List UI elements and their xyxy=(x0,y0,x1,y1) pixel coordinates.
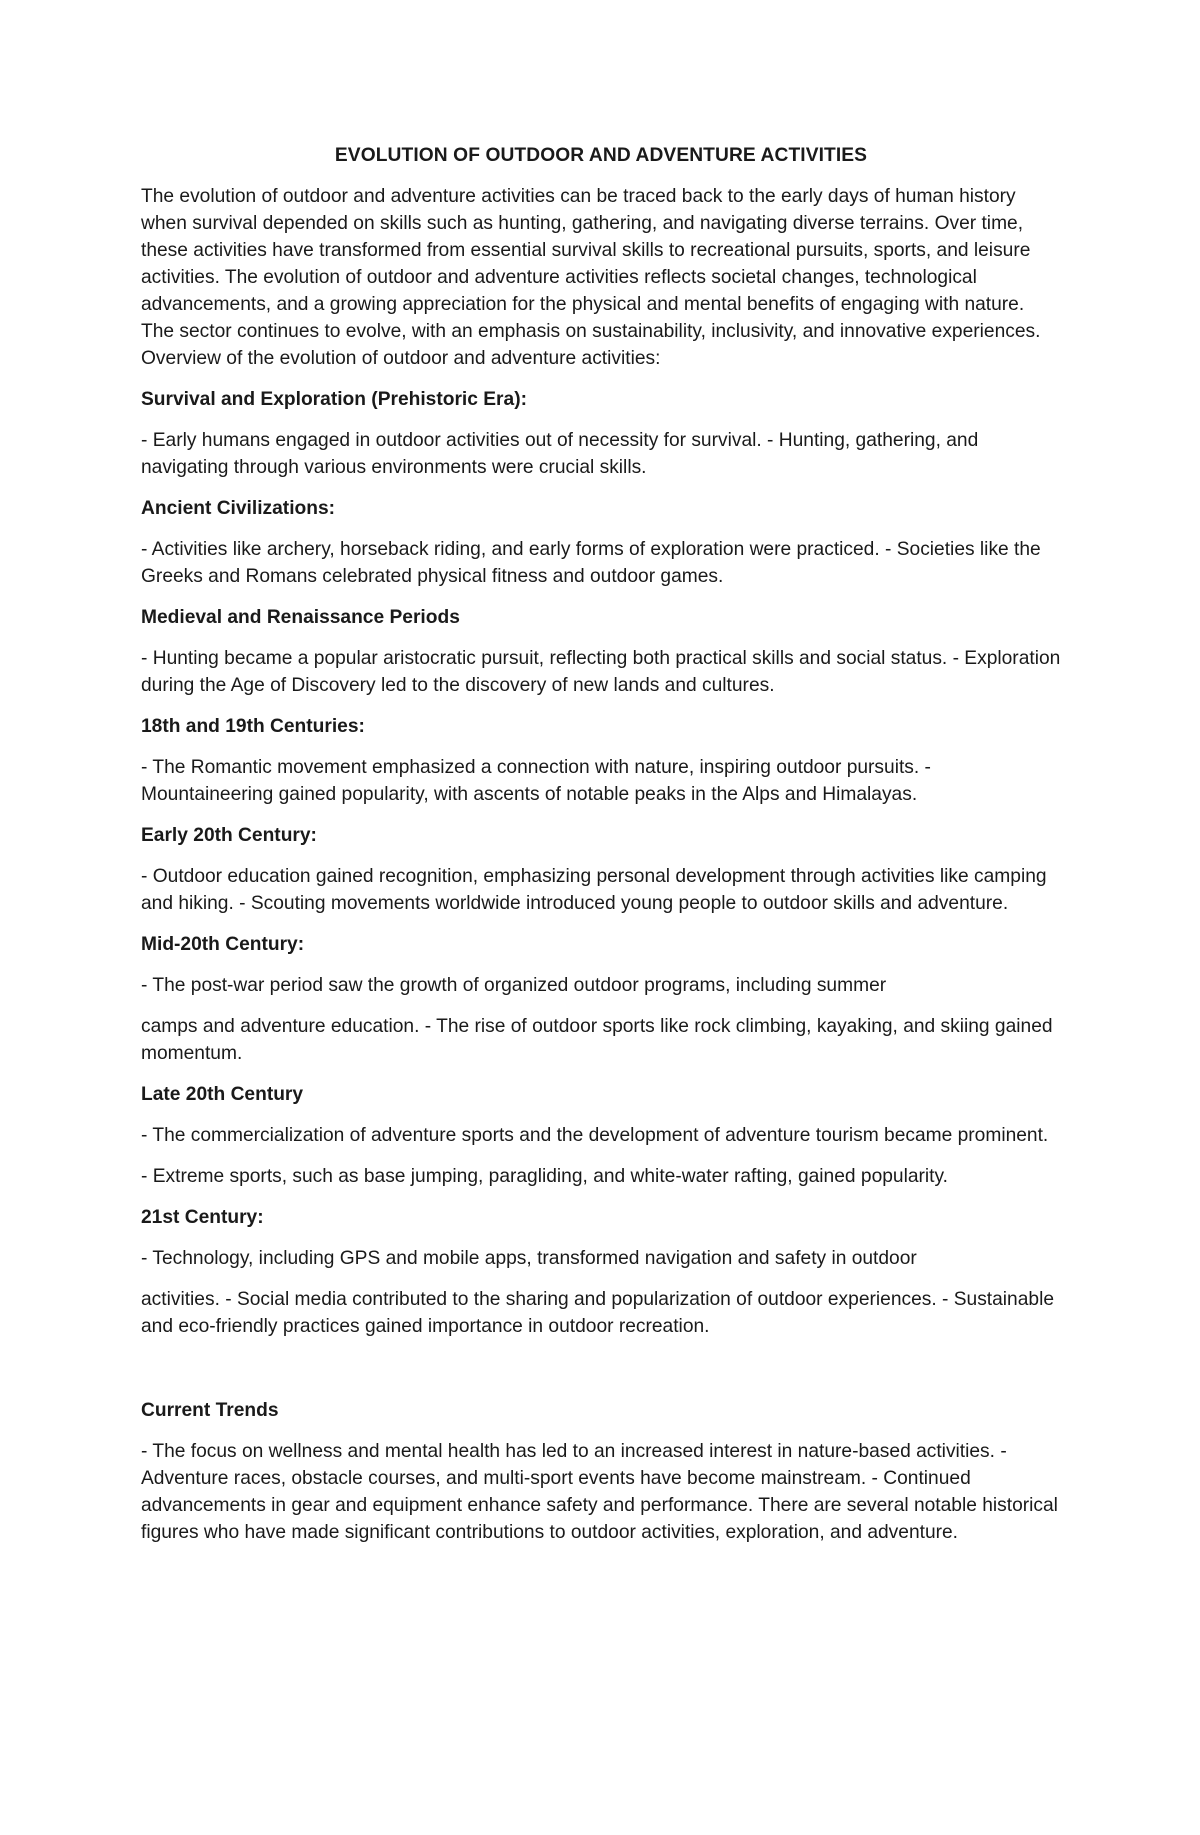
section-heading-late-20th: Late 20th Century xyxy=(141,1084,304,1105)
section-heading-prehistoric: Survival and Exploration (Prehistoric Era): xyxy=(141,389,527,410)
intro-paragraph: The evolution of outdoor and adventure activities can be traced back to the early days of human history when survival depended on skills such as hunting, gathering, and navigating diverse terrains. Over time, these activities have transformed from essential survival skills to recreational pursuits, sports, and leisure activities. The evolution of outdoor and adventure activities reflects societal changes, technological advancements, and a growing appreciation for the physical and mental benefits of engaging with nature. The sector continues to evolve, with an emphasis on sustainability, inclusivity, and innovative experiences. Overview of the evolution of outdoor and adventure activities: xyxy=(141,186,1041,369)
section-paragraph: - The commercialization of adventure sports and the development of adventure tourism became prominent. xyxy=(141,1125,1049,1146)
section-paragraph: activities. - Social media contributed to the sharing and popularization of outdoor experiences. - Sustainable and eco-friendly practices gained importance in outdoor recreation. xyxy=(141,1289,1055,1337)
section-heading-21st: 21st Century: xyxy=(141,1207,264,1228)
section-paragraph: - Activities like archery, horseback riding, and early forms of exploration were practiced. - Societies like the Greeks and Romans celebrated physical fitness and outdoor games. xyxy=(141,539,1041,587)
section-heading-18th-19th: 18th and 19th Centuries: xyxy=(141,716,365,737)
section-heading-ancient: Ancient Civilizations: xyxy=(141,498,336,519)
section-heading-current-trends: Current Trends xyxy=(141,1400,279,1421)
section-paragraph: - Extreme sports, such as base jumping, paragliding, and white-water rafting, gained popularity. xyxy=(141,1166,949,1187)
blank-line-spacer xyxy=(141,1354,1061,1397)
document-title: EVOLUTION OF OUTDOOR AND ADVENTURE ACTIVITIES xyxy=(334,145,868,166)
section-heading-early-20th: Early 20th Century: xyxy=(141,825,317,846)
section-paragraph: - The focus on wellness and mental health has led to an increased interest in nature-based activities. - Adventure races, obstacle courses, and multi-sport events have become mainstream. - Continued advancements in gear and equipment enhance safety and performance. There are several notable historical figures who have made significant contributions to outdoor activities, exploration, and adventure. xyxy=(141,1441,1058,1543)
section-paragraph: - Technology, including GPS and mobile apps, transformed navigation and safety in outdoor xyxy=(141,1248,917,1269)
section-paragraph: camps and adventure education. - The rise of outdoor sports like rock climbing, kayaking, and skiing gained momentum. xyxy=(141,1016,1053,1064)
section-paragraph: - Early humans engaged in outdoor activities out of necessity for survival. - Hunting, gathering, and navigating through various environments were crucial skills. xyxy=(141,430,979,478)
section-heading-mid-20th: Mid-20th Century: xyxy=(141,934,305,955)
section-paragraph: - The post-war period saw the growth of organized outdoor programs, including summer xyxy=(141,975,887,996)
section-heading-medieval: Medieval and Renaissance Periods xyxy=(141,607,460,628)
section-paragraph: - The Romantic movement emphasized a connection with nature, inspiring outdoor pursuits. - Mountaineering gained popularity, with ascents of notable peaks in the Alps and Himalayas. xyxy=(141,757,931,805)
document-page xyxy=(141,142,1061,1560)
section-paragraph: - Hunting became a popular aristocratic pursuit, reflecting both practical skills and social status. - Exploration during the Age of Discovery led to the discovery of new lands and cultures. xyxy=(141,648,1061,696)
section-paragraph: - Outdoor education gained recognition, emphasizing personal development through activities like camping and hiking. - Scouting movements worldwide introduced young people to outdoor skills and adventure. xyxy=(141,866,1047,914)
